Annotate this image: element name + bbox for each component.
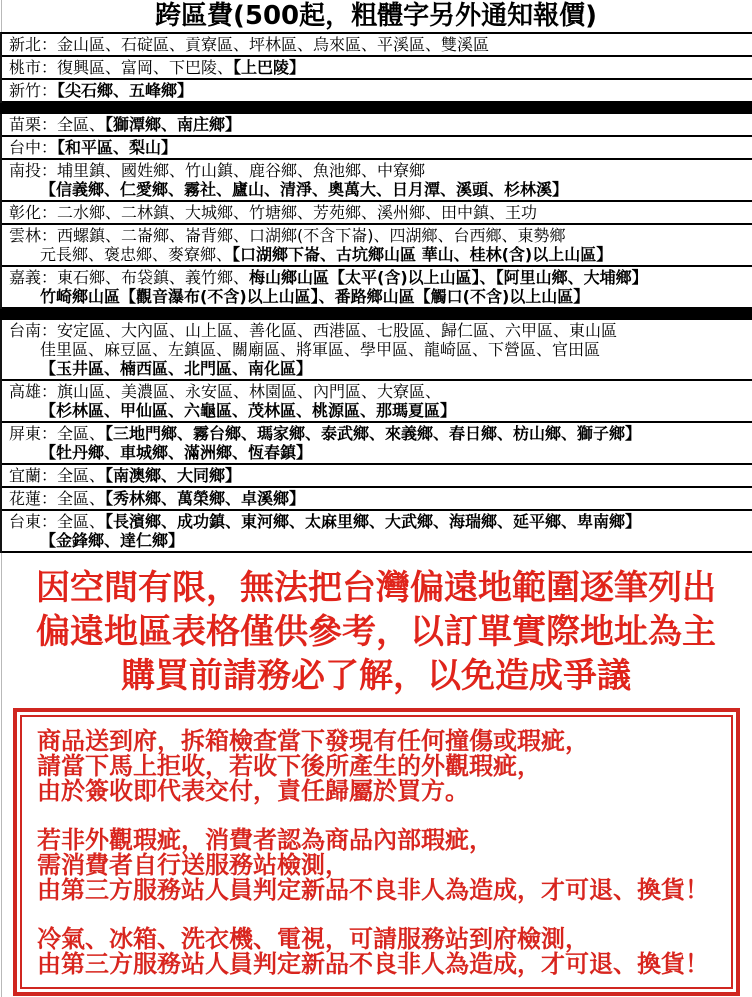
row-regions-bold: 【玉井區、楠西區、北門區、南化區】: [40, 359, 313, 378]
row-regions-bold: 【信義鄉、仁愛鄉、霧社、廬山、清淨、奧萬大、日月潭、溪頭、杉林溪】: [40, 180, 569, 199]
table-row: [2, 488, 752, 511]
table-row: [2, 57, 752, 80]
row-label: 台南：: [9, 321, 58, 340]
table-row-line: [9, 359, 750, 378]
table-row-line: [9, 138, 750, 157]
row-regions: 佳里區、麻豆區、左鎮區、關廟區、將軍區、學甲區、龍崎區、下營區、官田區: [40, 340, 601, 359]
table-row-line: [9, 401, 750, 420]
row-label: 雲林：: [9, 226, 58, 245]
row-regions-bold: 【南澳鄉、大同鄉】: [105, 466, 242, 485]
row-regions: 旗山區、美濃區、永安區、林園區、內門區、大寮區、: [57, 382, 442, 401]
row-label: 嘉義：: [9, 268, 58, 287]
row-regions-bold: 【尖石鄉、五峰鄉】: [57, 81, 194, 100]
black-divider-bar: [0, 309, 752, 320]
warning-line: 請當下馬上拒收，若收下後所產生的外觀瑕疵，: [37, 752, 541, 780]
row-regions: 全區、: [57, 115, 106, 134]
table-row-line: [9, 287, 750, 306]
table-row: [2, 381, 752, 423]
notice-line: 偏遠地區表格僅供參考，以訂單實際地址為主: [36, 612, 716, 652]
row-regions-bold: 【金鋒鄉、達仁鄉】: [40, 531, 185, 550]
row-regions: 東石鄉、布袋鎮、義竹鄉、: [57, 268, 250, 287]
region-table: [0, 32, 752, 553]
notice: [0, 553, 752, 698]
warning-box: [13, 708, 740, 996]
row-label: 苗栗：: [9, 115, 58, 134]
table-row-line: [9, 382, 750, 401]
table-row: [2, 423, 752, 465]
table-row: [2, 114, 752, 137]
row-regions-bold: 【口湖鄉下崙、古坑鄉山區 華山、桂林(含)以上山區】: [232, 245, 613, 264]
table-row-line: [9, 489, 750, 508]
row-regions: 全區、: [57, 424, 106, 443]
warning-line: 冷氣、冰箱、洗衣機、電視，可請服務站到府檢測，: [37, 925, 589, 953]
table-row-line: [9, 35, 750, 54]
row-regions: 西螺鎮、二崙鄉、崙背鄉、口湖鄉(不含下崙)、四湖鄉、台西鄉、東勢鄉: [57, 226, 566, 245]
row-regions: 金山區、石碇區、貢寮區、坪林區、烏來區、平溪區、雙溪區: [57, 35, 490, 54]
warning-line: 若非外觀瑕疵，消費者認為商品內部瑕疵，: [37, 826, 493, 854]
warning-paragraph: [37, 927, 725, 977]
warning-line: 由第三方服務站人員判定新品不良非人為造成，才可退、換貨！: [37, 950, 709, 978]
table-row-line: [9, 443, 750, 462]
table-row-line: [9, 203, 750, 222]
table-row-line: [9, 58, 750, 77]
row-regions-bold: 【長濱鄉、成功鎮、東河鄉、太麻里鄉、大武鄉、海瑞鄉、延平鄉、卑南鄉】: [105, 512, 642, 531]
row-regions: 元長鄉、褒忠鄉、麥寮鄉、: [40, 245, 233, 264]
warning-line: 由於簽收即代表交付，責任歸屬於買方。: [37, 777, 469, 805]
warning-line: 由第三方服務站人員判定新品不良非人為造成，才可退、換貨！: [37, 876, 709, 904]
warning-paragraph: [37, 729, 725, 804]
notice-line: 因空間有限，無法把台灣偏遠地範圍逐筆列出: [36, 568, 716, 608]
table-row: [2, 137, 752, 160]
table-row-line: [9, 531, 750, 550]
row-regions: 復興區、富岡、下巴陵、: [57, 58, 234, 77]
warning-line: 商品送到府，拆箱檢查當下發現有任何撞傷或瑕疵，: [37, 727, 589, 755]
table-row: [2, 320, 752, 381]
row-regions-bold: 【牡丹鄉、車城鄉、滿洲鄉、恆春鎮】: [40, 443, 313, 462]
page-title: 跨區費(500起，粗體字另外通知報價): [154, 1, 598, 31]
row-label: 桃市：: [9, 58, 58, 77]
table-row: [2, 225, 752, 267]
table-row-line: [9, 245, 750, 264]
row-regions-bold: 梅山鄉山區【太平(含)以上山區】、【阿里山鄉、大埔鄉】: [249, 268, 648, 287]
row-regions: 全區、: [57, 512, 106, 531]
row-regions-bold: 【和平區、梨山】: [57, 138, 178, 157]
notice-line: 購買前請務必了解，以免造成爭議: [121, 656, 631, 696]
table-row-line: [9, 268, 750, 287]
table-row-line: [9, 466, 750, 485]
row-label: 彰化：: [9, 203, 58, 222]
table-row-line: [9, 180, 750, 199]
row-label: 新北：: [9, 35, 58, 54]
row-regions-bold: 竹崎鄉山區【觀音瀑布(不含)以上山區】、番路鄉山區【觸口(不含)以上山區】: [40, 287, 590, 306]
table-row: [2, 267, 752, 309]
row-regions: 全區、: [57, 489, 106, 508]
row-regions-bold: 【上巴陵】: [233, 58, 306, 77]
row-label: 宜蘭：: [9, 466, 58, 485]
row-label: 台中：: [9, 138, 58, 157]
row-regions: 安定區、大內區、山上區、善化區、西港區、七股區、歸仁區、六甲區、東山區: [57, 321, 618, 340]
table-row: [2, 511, 752, 553]
row-regions-bold: 【杉林區、甲仙區、六龜區、茂林區、桃源區、那瑪夏區】: [40, 401, 457, 420]
row-regions-bold: 【獅潭鄉、南庄鄉】: [105, 115, 242, 134]
warning-paragraph: [37, 828, 725, 903]
table-row-line: [9, 321, 750, 340]
row-label: 花蓮：: [9, 489, 58, 508]
table-row-line: [9, 161, 750, 180]
row-regions: 二水鄉、二林鎮、大城鄉、竹塘鄉、芳苑鄉、溪州鄉、田中鎮、王功: [57, 203, 538, 222]
warning-line: 需消費者自行送服務站檢測，: [37, 851, 349, 879]
row-label: 台東：: [9, 512, 58, 531]
row-label: 屏東：: [9, 424, 58, 443]
row-label: 南投：: [9, 161, 58, 180]
table-row-line: [9, 81, 750, 100]
table-row-line: [9, 424, 750, 443]
table-row: [2, 465, 752, 488]
row-regions: 埔里鎮、國姓鄉、竹山鎮、鹿谷鄉、魚池鄉、中寮鄉: [57, 161, 426, 180]
table-row: [2, 160, 752, 202]
table-row-line: [9, 115, 750, 134]
row-regions-bold: 【秀林鄉、萬榮鄉、卓溪鄉】: [105, 489, 306, 508]
warning-box-inner: [20, 715, 733, 989]
row-label: 新竹：: [9, 81, 58, 100]
table-row-line: [9, 512, 750, 531]
row-regions-bold: 【三地門鄉、霧台鄉、瑪家鄉、泰武鄉、來義鄉、春日鄉、枋山鄉、獅子鄉】: [105, 424, 642, 443]
table-row-line: [9, 340, 750, 359]
row-label: 高雄：: [9, 382, 58, 401]
table-row: [2, 80, 752, 103]
row-regions: 全區、: [57, 466, 106, 485]
table-row: [2, 202, 752, 225]
black-divider-bar: [0, 103, 752, 114]
table-row: [2, 34, 752, 57]
table-row-line: [9, 226, 750, 245]
